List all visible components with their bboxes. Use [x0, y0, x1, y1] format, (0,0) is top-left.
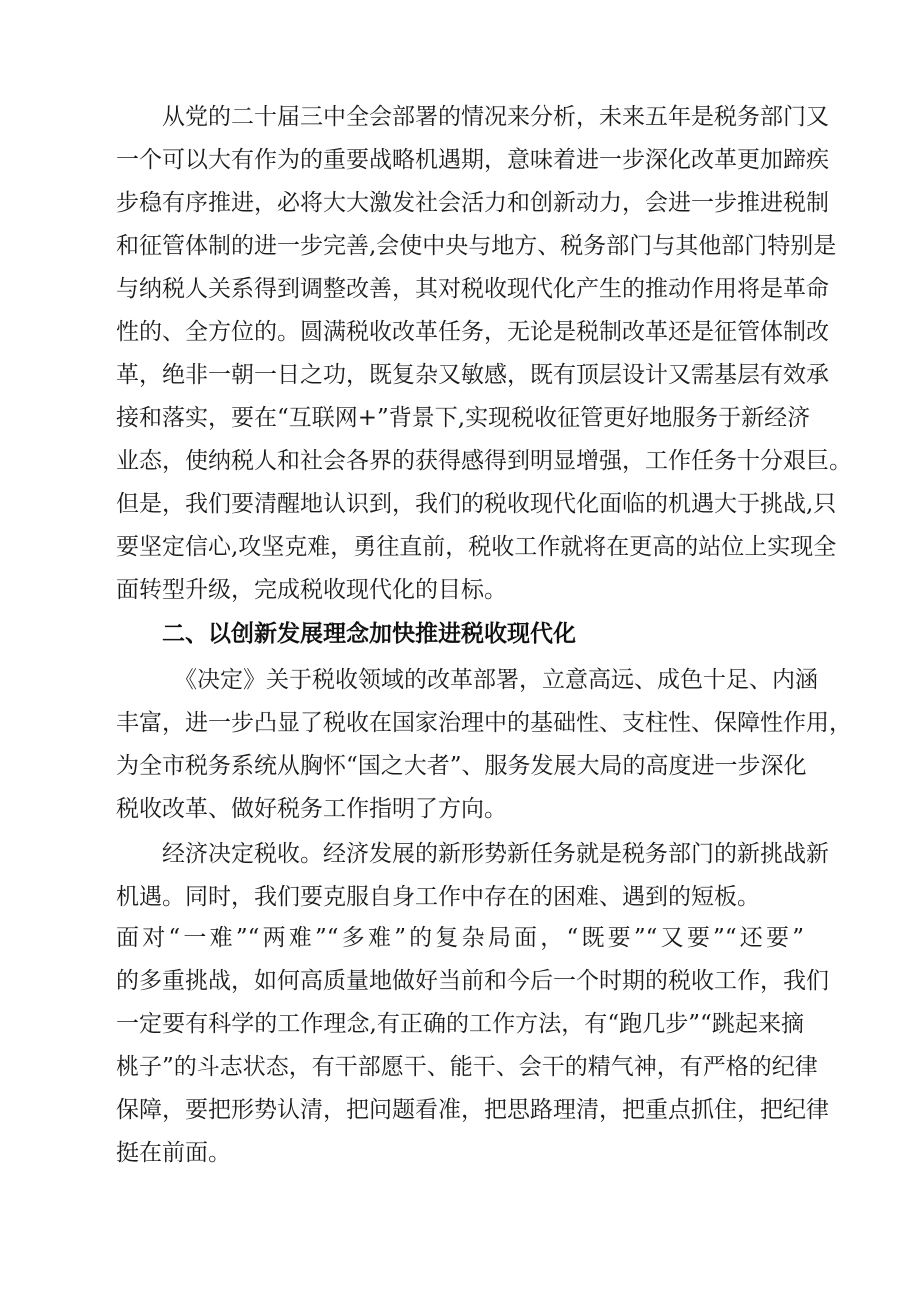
section-heading: 二、以创新发展理念加快推进税收现代化 — [162, 621, 576, 647]
paragraph-2-line-3: 为全市税务系统从胸怀“国之大者”、服务发展大局的高度进一步深化 — [116, 753, 807, 779]
paragraph-1-line-2: 一个可以大有作为的重要战略机遇期，意味着进一步深化改革更加蹄疾 — [116, 147, 829, 173]
paragraph-4-line-3: 一定要有科学的工作理念,有正确的工作方法，有“跑几步”“跳起来摘 — [116, 1011, 804, 1037]
paragraph-3-line-1: 经济决定税收。经济发展的新形势新任务就是税务部门的新挑战新 — [162, 841, 829, 867]
paragraph-1-line-10: 但是，我们要清醒地认识到，我们的税收现代化面临的机遇大于挑战,只 — [116, 491, 837, 517]
paragraph-2-line-1: 《决定》关于税收领域的改革部署，立意高远、成色十足、内涵 — [174, 667, 818, 693]
paragraph-2-line-2: 丰富，进一步凸显了税收在国家治理中的基础性、支柱性、保障性作用， — [116, 710, 852, 736]
paragraph-1-line-12: 面转型升级，完成税收现代化的目标。 — [116, 577, 507, 603]
paragraph-1-line-1: 从党的二十届三中全会部署的情况来分析，未来五年是税务部门又 — [162, 104, 829, 130]
paragraph-2-line-4: 税收改革、做好税务工作指明了方向。 — [116, 796, 507, 822]
paragraph-1-line-6: 性的、全方位的。圆满税收改革任务，无论是税制改革还是征管体制改 — [116, 319, 829, 345]
paragraph-1-line-5: 与纳税人关系得到调整改善，其对税收现代化产生的推动作用将是革命 — [116, 276, 829, 302]
paragraph-1-line-3: 步稳有序推进，必将大大激发社会活力和创新动力，会进一步推进税制 — [116, 190, 829, 216]
paragraph-4-line-1: 面对“一难”“两难”“多难”的复杂局面，“既要”“又要”“还要” — [116, 925, 804, 951]
paragraph-4-line-6: 挺在前面。 — [116, 1140, 231, 1166]
paragraph-1-line-7: 革，绝非一朝一日之功，既复杂又敏感，既有顶层设计又需基层有效承 — [116, 362, 829, 388]
paragraph-4-line-2: 的多重挑战，如何高质量地做好当前和今后一个时期的税收工作，我们 — [116, 968, 829, 994]
paragraph-1-line-11: 要坚定信心,攻坚克难，勇往直前，税收工作就将在更高的站位上实现全 — [116, 534, 837, 560]
paragraph-3-line-2: 机遇。同时，我们要克服自身工作中存在的困难、遇到的短板。 — [116, 884, 760, 910]
paragraph-1-line-9: 业态，使纳税人和社会各界的获得感得到明显增强，工作任务十分艰巨。 — [116, 448, 852, 474]
paragraph-4-line-5: 保障，要把形势认清，把问题看准，把思路理清，把重点抓住，把纪律 — [116, 1097, 829, 1123]
paragraph-1-line-4: 和征管体制的进一步完善,会使中央与地方、税务部门与其他部门特别是 — [116, 233, 837, 259]
paragraph-1-line-8: 接和落实，要在“互联网+”背景下,实现税收征管更好地服务于新经济 — [116, 405, 811, 431]
paragraph-4-line-4: 桃子”的斗志状态，有干部愿干、能干、会干的精气神，有严格的纪律 — [116, 1054, 818, 1080]
